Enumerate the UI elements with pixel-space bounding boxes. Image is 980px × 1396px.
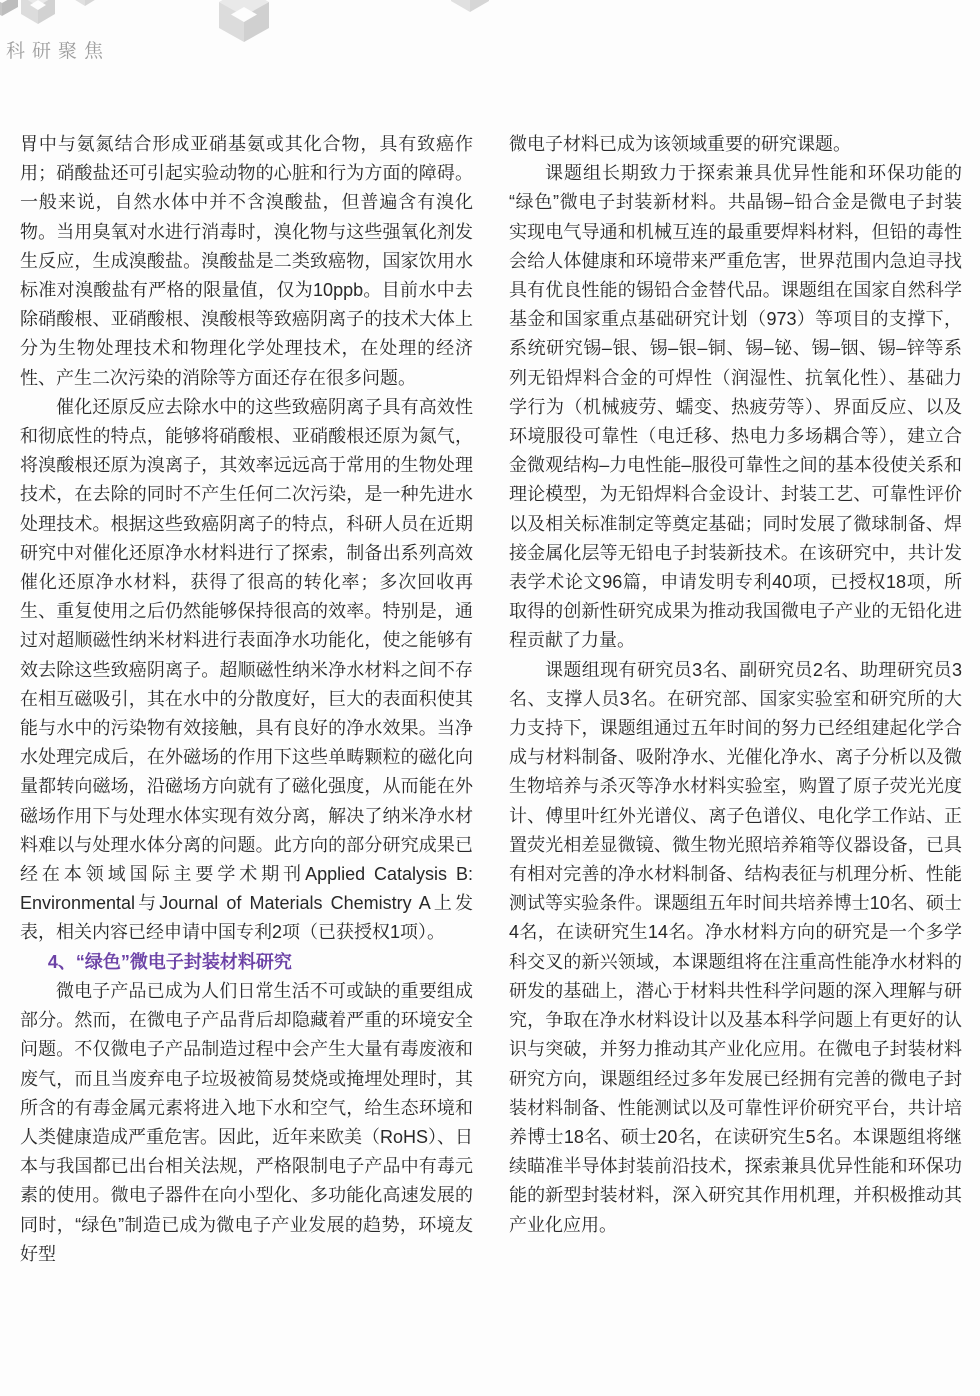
section-heading: 4、“绿色”微电子封装材料研究 [47,951,292,972]
cube-icon [451,0,489,12]
paragraph-text: 微电子产品已成为人们日常生活不可或缺的重要组成部分。然而，在微电子产品背后却隐藏着严重的环境安全问题。不仅微电子产品制造过程中会产生大量有毒废液和废气，而且当废弃电子垃圾被简易焚烧或掩埋处理时，其所含的有毒金属元素将进入地下水和空气，给生态环境和人类健康造成严重危害。因此，近年来欧美（RoHS）、日本与我国都已出台相关法规，严格限制电子产品中有毒元素的使用。微电子器件在向小型化、多功能化高速发展的同时，“绿色”制造已成为微电子产业发展的趋势，环境友好型 [20,980,474,1264]
paragraph-text: 微电子材料已成为该领域重要的研究课题。 [509,134,851,154]
section-label: 科研聚焦 [6,41,111,62]
page-header [0,0,980,125]
paragraph-text: 胃中与氨氮结合形成亚硝基氨或其化合物，具有致癌作用；硝酸盐还可引起实验动物的心脏和行为方面的障碍。一般来说，自然水体中并不含溴酸盐，但普遍含有溴化物。当用臭氧对水进行消毒时，溴化物与这些强氧化剂发生反应，生成溴酸盐。溴酸盐是二类致癌物，国家饮用水标准对溴酸盐有严格的限量值，仅为10ppb。目前水中去除硝酸根、亚硝酸根、溴酸根等致癌阴离子的技术大体上分为生物处理技术和物理化学处理技术，在处理的经济性、产生二次污染的消除等方面还存在很多问题。 [20,134,473,388]
cube-decoration-group [0,0,980,125]
paragraph-text: 课题组现有研究员3名、副研究员2名、助理研究员3名、支撑人员3名。在研究部、国家实验室和研究所的大力支持下，课题组通过五年时间的努力已经组建起化学合成与材料制备、吸附净水、光催化净水、离子分析以及微生物培养与杀灭等净水材料实验室，购置了原子荧光光度计、傅里叶红外光谱仪、离子色谱仪、电化学工作站、正置荧光相差显微镜、微生物光照培养箱等仪器设备，已具有相对完善的净水材料制备、结构表征与机理分析、性能测试等实验条件。课题组五年时间共培养博士10名、硕士4名，在读研究生14名。净水材料方向的研究是一个多学科交叉的新兴领域，本课题组将在注重高性能净水材料的研发的基础上，潜心于材料共性科学问题的深入理解与研究，争取在净水材料设计以及基本科学问题上有更好的认识与突破，并努力推动其产业化应用。在微电子封装材料研究方向，课题组经过多年发展已经拥有完善的微电子封装材料制备、性能测试以及可靠性评价研究平台，共计培养博士18名、硕士20名，在读研究生5名。本课题组将继续瞄准半导体封装前沿技术，探索兼具优异性能和环保功能的新型封装材料，深入研究其作用机理，并积极推动其产业化应用。 [509,659,962,1235]
article-body [20,130,962,1269]
paragraph-text: 催化还原反应去除水中的这些致癌阴离子具有高效性和彻底性的特点，能够将硝酸根、亚硝酸根还原为氮气，将溴酸根还原为溴离子，其效率远远高于常用的生物处理技术，在去除的同时不产生任何二次污染，是一种先进水处理技术。根据这些致癌阴离子的特点，科研人员在近期研究中对催化还原净水材料进行了探索，制备出系列高效催化还原净水材料，获得了很高的转化率；多次回收再生、重复使用之后仍然能够保持很高的效率。特别是，通过对超顺磁性纳米材料进行表面净水功能化，使之能够有效去除这些致癌阴离子。超顺磁性纳米净水材料之间不存在相互磁吸引，其在水中的分散度好，巨大的表面积使其能与水中的污染物有效接触，具有良好的净水效果。当净水处理完成后，在外磁场的作用下这些单畴颗粒的磁化向量都转向磁场，沿磁场方向就有了磁化强度，从而能在外磁场作用下与处理水体实现有效分离，解决了纳米净水材料难以与处理水体分离的问题。此方向的部分研究成果已经在本领域国际主要学术期刊Applied Catalysis B: Environmental与Journal of Materials Chemistry A上发表，相关内容已经申请中国专利2项（已获授权1项）。 [20,396,473,943]
cube-icon [72,0,98,6]
cube-icon [21,0,55,24]
article-column-left [20,130,473,1269]
article-column-right [509,130,962,1269]
paragraph-text: 课题组长期致力于探索兼具优异性能和环保功能的“绿色”微电子封装新材料。共晶锡–铅合金是微电子封装实现电气导通和机械互连的最重要焊料材料，但铅的毒性会给人体健康和环境带来严重危害，世界范围内急迫寻找具有优良性能的锡铅合金替代品。课题组在国家自然科学基金和国家重点基础研究计划（973）等项目的支撑下，系统研究锡–银、锡–银–铜、锡–铋、锡–铟、锡–锌等系列无铅焊料合金的可焊性（润湿性、抗氧化性）、基础力学行为（机械疲劳、蠕变、热疲劳等）、界面反应、以及环境服役可靠性（电迁移、热电力多场耦合等），建立合金微观结构–力电性能–服役可靠性之间的基本役使关系和理论模型，为无铅焊料合金设计、封装工艺、可靠性评价以及相关标准制定等奠定基础；同时发展了微球制备、焊接金属化层等无铅电子封装新技术。在该研究中，共计发表学术论文96篇，申请发明专利40项，已授权18项，所取得的创新性研究成果为推动我国微电子产业的无铅化进程贡献了力量。 [509,163,962,651]
cube-icon [0,0,18,16]
cube-icon [219,0,269,42]
